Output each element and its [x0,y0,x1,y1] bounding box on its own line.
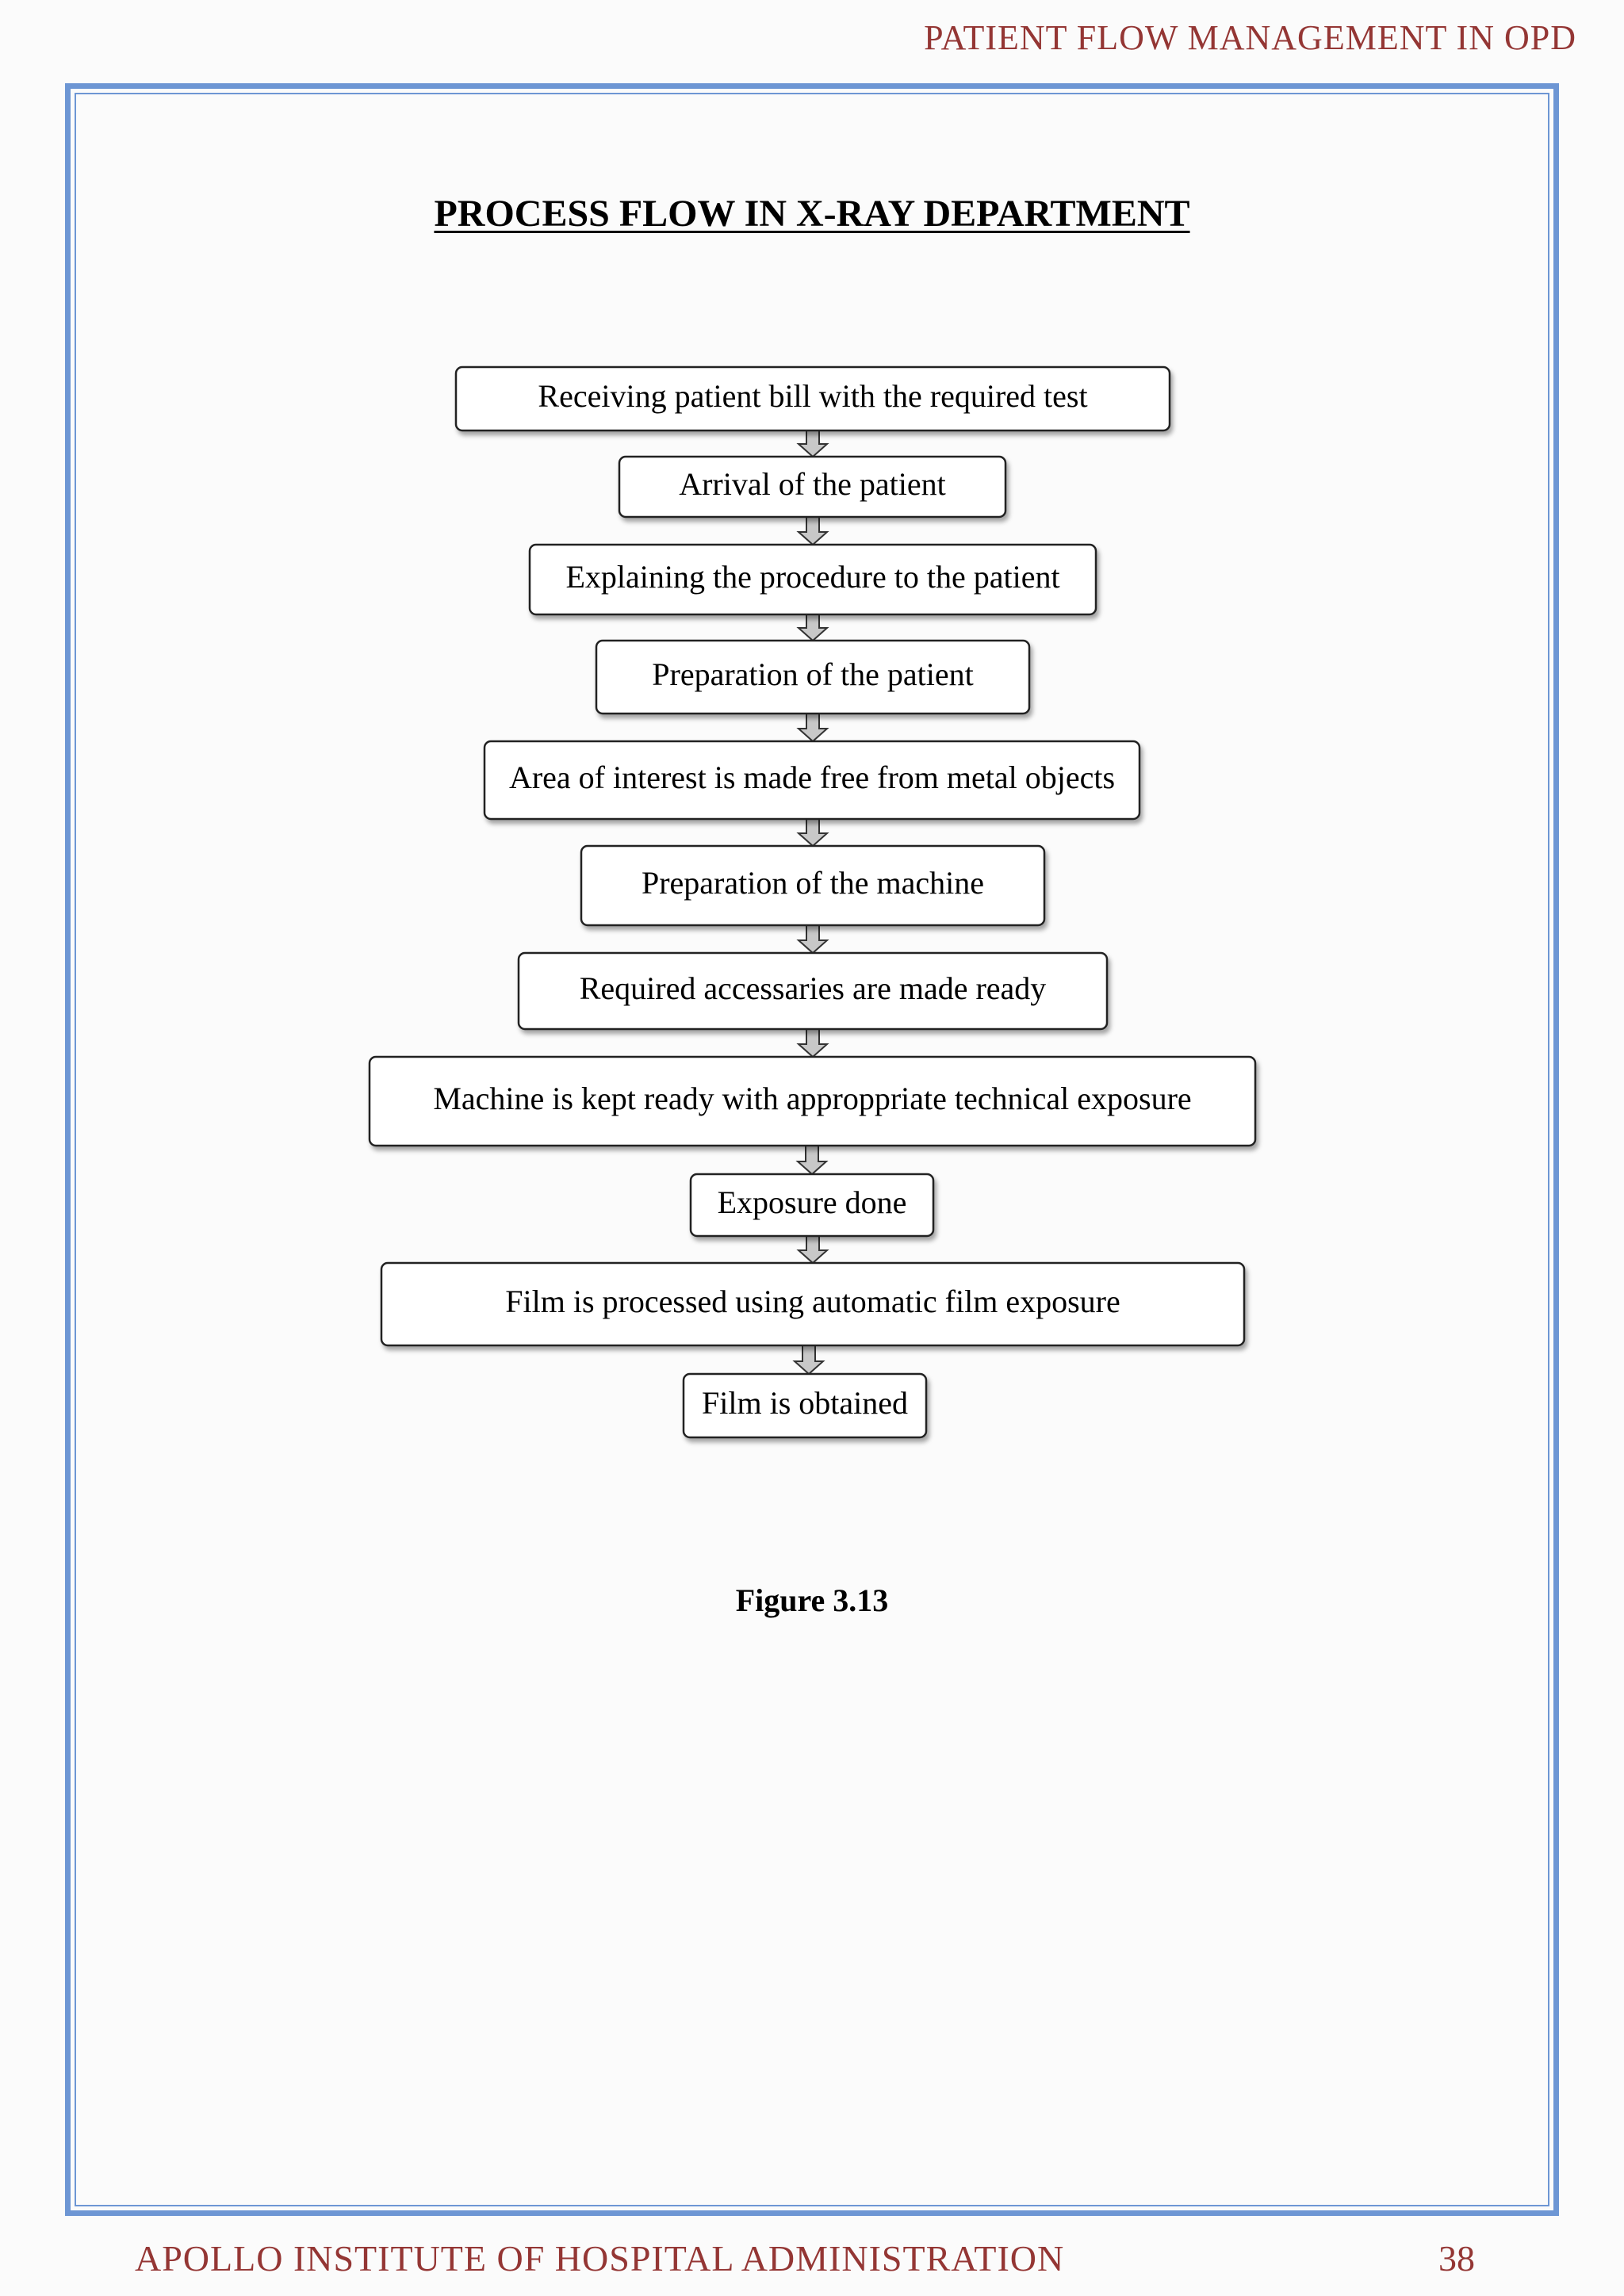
flow-step-11 [684,1374,926,1437]
figure-caption: Figure 3.13 [735,1582,889,1618]
flow-step-2 [619,457,1005,517]
flow-arrow-6 [799,925,827,953]
flow-step-8 [370,1057,1255,1146]
flow-step-4 [596,641,1029,714]
flow-step-label: Machine is kept ready with approppriate technical exposure [433,1081,1192,1117]
flow-step-3 [530,545,1096,614]
flow-arrow-3 [799,614,827,641]
flow-step-9 [691,1174,933,1236]
flow-step-label: Arrival of the patient [679,466,946,503]
flow-step-label: Area of interest is made free from metal objects [508,760,1116,796]
flow-arrow-10 [795,1345,823,1374]
flow-step-label: Preparation of the patient [652,656,974,693]
running-header: PATIENT FLOW MANAGEMENT IN OPD [924,18,1576,57]
running-footer: APOLLO INSTITUTE OF HOSPITAL ADMINISTRATION [135,2238,1065,2279]
flow-step-label: Explaining the procedure to the patient [565,559,1060,595]
flow-step-1 [456,367,1170,430]
flow-arrow-2 [799,517,827,545]
flow-arrow-5 [799,819,827,846]
flow-step-label: Film is obtained [702,1385,908,1422]
flow-arrow-8 [798,1146,826,1174]
flow-arrow-9 [799,1236,827,1263]
flow-step-label: Preparation of the machine [641,865,985,901]
flow-step-label: Exposure done [717,1184,907,1221]
page-number: 38 [1438,2238,1475,2279]
flow-step-10 [381,1263,1244,1345]
diagram-title-text: PROCESS FLOW IN X-RAY DEPARTMENT [434,193,1190,235]
flow-arrow-4 [799,714,827,741]
flow-arrow-7 [799,1029,827,1057]
flow-step-7 [519,953,1107,1029]
flow-step-label: Required accessaries are made ready [579,970,1047,1007]
flow-step-label: Film is processed using automatic film exposure [505,1284,1120,1320]
flow-step-5 [485,741,1139,819]
flow-arrow-1 [799,430,827,457]
flow-step-6 [581,846,1044,925]
flow-step-label: Receiving patient bill with the required test [538,378,1088,415]
